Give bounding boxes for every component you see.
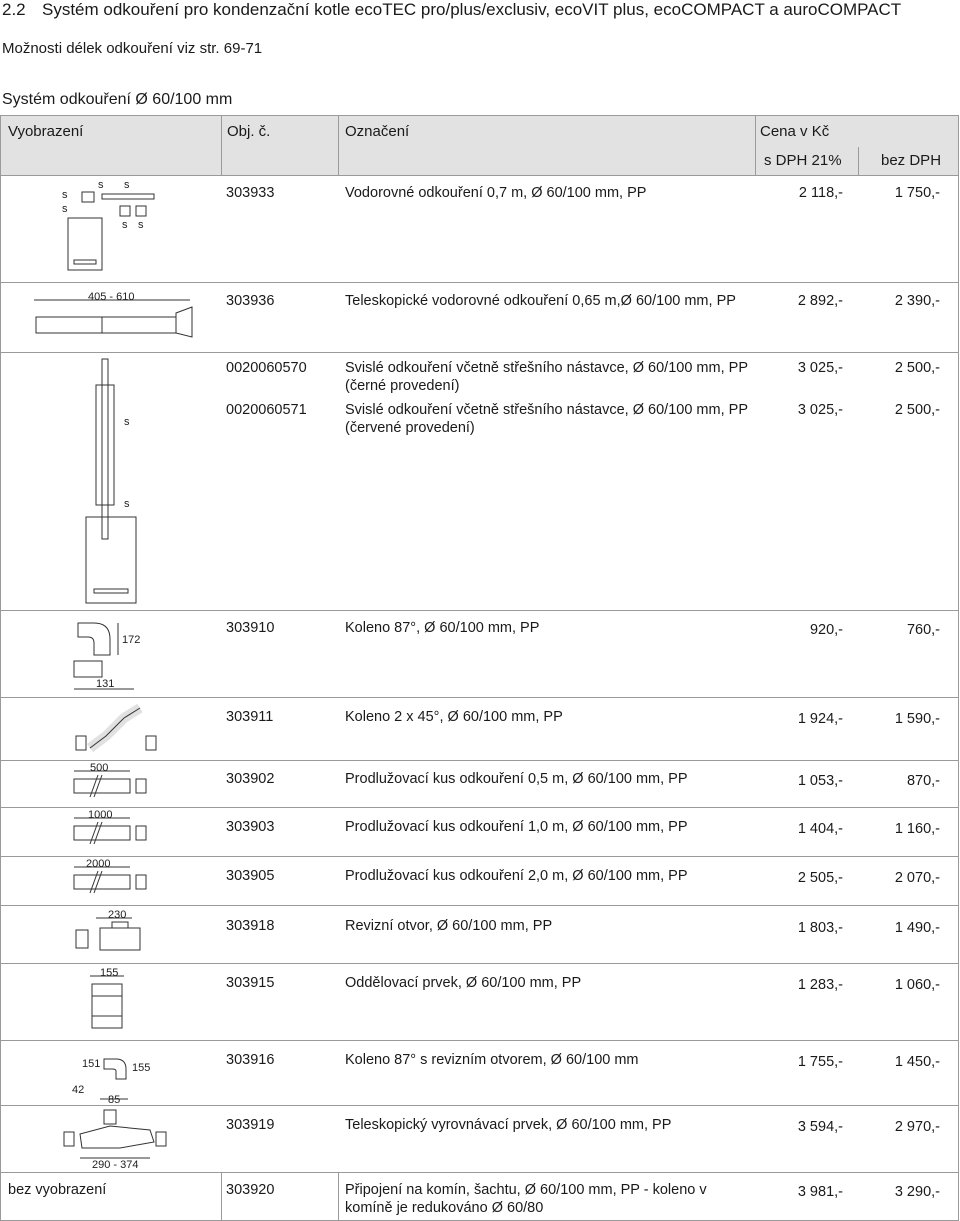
order-number: 303936 (226, 293, 275, 309)
dimension-label: 42 (72, 1084, 85, 1096)
product-name: Prodlužovací kus odkouření 1,0 m, Ø 60/100 mm, PP (345, 819, 688, 835)
dimension-label: 1000 (88, 810, 113, 821)
dimension-label: 230 (108, 909, 127, 921)
table-row (0, 808, 959, 857)
table-row (0, 906, 959, 964)
dimension-label: 131 (96, 678, 115, 690)
header-price-net: bez DPH (881, 152, 942, 169)
table-row (0, 353, 959, 611)
order-number: 303910 (226, 620, 275, 636)
order-number: 303916 (226, 1052, 275, 1068)
header-price-vat: s DPH 21% (764, 152, 842, 169)
price-without-vat: 2 500,- (894, 402, 940, 418)
dimension-label: 500 (90, 763, 109, 774)
header-price: Cena v Kč (760, 123, 830, 140)
svg-text:s: s (124, 180, 130, 191)
table-subheader (0, 147, 959, 176)
inspection-opening-icon (72, 908, 162, 960)
table-row (0, 857, 959, 906)
order-number: 303933 (226, 185, 275, 201)
table-row (0, 698, 959, 761)
separator-icon (76, 966, 156, 1036)
order-number: 0020060571 (226, 402, 307, 418)
section-title (2, 0, 901, 20)
order-number: 303920 (226, 1182, 275, 1198)
system-title: Systém odkouření Ø 60/100 mm (2, 91, 233, 108)
price-with-vat: 3 594,- (797, 1119, 843, 1135)
price-without-vat: 1 490,- (894, 920, 940, 936)
svg-text:s: s (98, 180, 104, 191)
order-number: 303918 (226, 918, 275, 934)
product-name: Svislé odkouření včetně střešního nástavce, Ø 60/100 mm, PP (černé provedení) (345, 360, 748, 394)
extension-icon (70, 763, 160, 805)
price-with-vat: 2 892,- (797, 293, 843, 309)
table-row (0, 1173, 959, 1221)
product-name: Teleskopické vodorovné odkouření 0,65 m,Ø 60/100 mm, PP (345, 293, 736, 309)
table-row (0, 1106, 959, 1173)
extension-icon (70, 810, 160, 854)
price-with-vat: 1 755,- (797, 1054, 843, 1070)
product-name: Koleno 2 x 45°, Ø 60/100 mm, PP (345, 709, 563, 725)
order-number: 303903 (226, 819, 275, 835)
price-with-vat: 3 981,- (797, 1184, 843, 1200)
product-name: Revizní otvor, Ø 60/100 mm, PP (345, 918, 553, 934)
price-with-vat: 1 283,- (797, 977, 843, 993)
svg-text:s: s (62, 203, 68, 215)
order-number: 303902 (226, 771, 275, 787)
price-without-vat: 3 290,- (894, 1184, 940, 1200)
price-without-vat: 2 390,- (894, 293, 940, 309)
header-order-no: Obj. č. (227, 123, 271, 140)
dimension-label: 85 (108, 1094, 121, 1103)
dimension-label: 2000 (86, 859, 111, 870)
no-image-label: bez vyobrazení (8, 1182, 107, 1198)
header-name: Označení (345, 123, 410, 140)
dimension-label: 172 (122, 634, 141, 646)
order-number: 303919 (226, 1117, 275, 1133)
product-name: Připojení na komín, šachtu, Ø 60/100 mm, PP - koleno v komíně je redukováno Ø 60/80 (345, 1182, 707, 1216)
svg-text:s: s (124, 416, 130, 428)
table-row (0, 1041, 959, 1106)
product-name: Prodlužovací kus odkouření 2,0 m, Ø 60/100 mm, PP (345, 868, 688, 884)
svg-text:s: s (138, 219, 144, 231)
price-without-vat: 2 500,- (894, 360, 940, 376)
dimension-label: 151 (82, 1058, 101, 1070)
product-name: Koleno 87°, Ø 60/100 mm, PP (345, 620, 540, 636)
vertical-flue-icon (80, 355, 160, 605)
svg-text:s: s (124, 498, 130, 510)
product-name: Svislé odkouření včetně střešního nástavce, Ø 60/100 mm, PP (červené provedení) (345, 402, 748, 436)
page-reference-note: Možnosti délek odkouření viz str. 69-71 (2, 40, 263, 57)
price-without-vat: 1 160,- (894, 821, 940, 837)
table-row (0, 611, 959, 698)
price-with-vat: 2 118,- (798, 185, 843, 201)
order-number: 303915 (226, 975, 275, 991)
price-with-vat: 3 025,- (797, 360, 843, 376)
column-divider (755, 115, 756, 176)
column-divider (338, 115, 339, 176)
telescopic-adjuster-icon (60, 1108, 170, 1170)
horizontal-flue-kit-icon (60, 180, 170, 276)
elbow-87-icon (64, 613, 154, 693)
price-without-vat: 1 590,- (894, 711, 940, 727)
table-row (0, 283, 959, 353)
table-row (0, 964, 959, 1041)
price-with-vat: 1 404,- (797, 821, 843, 837)
price-with-vat: 1 053,- (797, 773, 843, 789)
table-header (0, 115, 959, 149)
dimension-label: 155 (100, 967, 119, 979)
elbow-inspection-icon (68, 1043, 178, 1103)
product-name: Prodlužovací kus odkouření 0,5 m, Ø 60/100 mm, PP (345, 771, 688, 787)
price-without-vat: 870,- (906, 773, 940, 789)
order-number: 0020060570 (226, 360, 307, 376)
svg-text:s: s (122, 219, 128, 231)
svg-text:s: s (62, 189, 68, 201)
price-without-vat: 1 060,- (894, 977, 940, 993)
price-with-vat: 920,- (809, 622, 843, 638)
header-image: Vyobrazení (8, 123, 84, 140)
product-name: Koleno 87° s revizním otvorem, Ø 60/100 mm (345, 1052, 639, 1068)
price-with-vat: 3 025,- (797, 402, 843, 418)
dimension-label: 290 - 374 (92, 1159, 139, 1170)
section-number: 2.2 (2, 0, 26, 19)
price-without-vat: 1 750,- (894, 185, 940, 201)
order-number: 303911 (226, 709, 274, 725)
order-number: 303905 (226, 868, 275, 884)
price-with-vat: 2 505,- (797, 870, 843, 886)
price-without-vat: 1 450,- (894, 1054, 940, 1070)
product-name: Oddělovací prvek, Ø 60/100 mm, PP (345, 975, 582, 991)
column-divider (221, 115, 222, 176)
price-with-vat: 1 924,- (797, 711, 843, 727)
column-divider (858, 147, 859, 176)
price-without-vat: 2 970,- (894, 1119, 940, 1135)
table-row (0, 176, 959, 283)
dimension-label: 405 - 610 (88, 291, 135, 303)
extension-icon (70, 859, 160, 903)
telescopic-flue-icon (22, 287, 212, 347)
section-heading: Systém odkouření pro kondenzační kotle ecoTEC pro/plus/exclusiv, ecoVIT plus, ecoCOMPACT a auroCOMPACT (42, 0, 902, 19)
price-without-vat: 760,- (906, 622, 940, 638)
elbow-45-icon (70, 700, 160, 756)
product-name: Vodorovné odkouření 0,7 m, Ø 60/100 mm, PP (345, 185, 647, 201)
dimension-label: 155 (132, 1062, 151, 1074)
product-name: Teleskopický vyrovnávací prvek, Ø 60/100 mm, PP (345, 1117, 672, 1133)
price-with-vat: 1 803,- (797, 920, 843, 936)
table-row (0, 761, 959, 808)
price-without-vat: 2 070,- (894, 870, 940, 886)
